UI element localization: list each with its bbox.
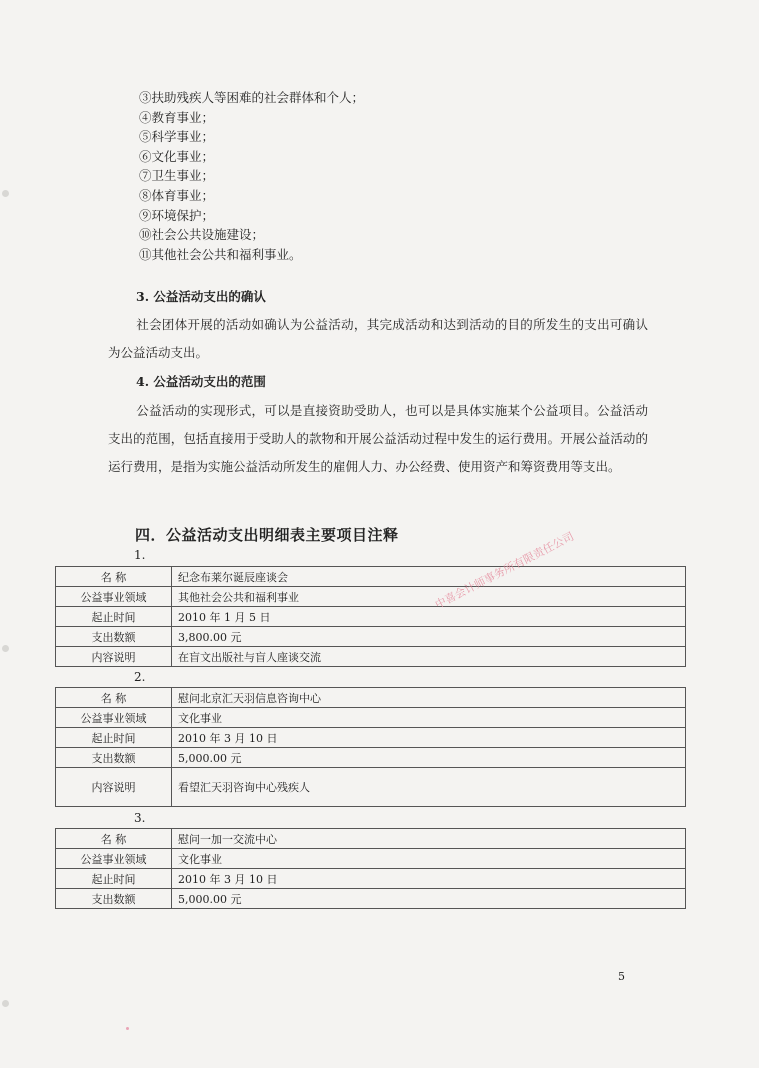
row-label: 内容说明: [56, 768, 172, 807]
table-row: [56, 587, 686, 607]
row-value: 2010 年 3 月 10 日: [172, 728, 686, 748]
row-value: 慰问一加一交流中心: [172, 829, 686, 849]
row-label: 起止时间: [56, 607, 172, 627]
table-row: [56, 869, 686, 889]
list-item: ⑦卫生事业；: [139, 168, 215, 184]
row-value: 文化事业: [172, 849, 686, 869]
row-label: 支出数额: [56, 748, 172, 768]
welfare-field-list: [139, 88, 364, 264]
table-row: [56, 627, 686, 647]
row-value: 5,000.00 元: [172, 889, 686, 909]
table-row: [56, 768, 686, 807]
binder-hole-icon: [2, 1000, 9, 1007]
item-table: [55, 828, 686, 909]
row-value: 慰问北京汇天羽信息咨询中心: [172, 688, 686, 708]
row-value: 在盲文出版社与盲人座谈交流: [172, 647, 686, 667]
row-label: 公益事业领域: [56, 587, 172, 607]
table-row: [56, 607, 686, 627]
row-label: 公益事业领域: [56, 849, 172, 869]
row-label: 内容说明: [56, 647, 172, 667]
section3-heading: 3. 公益活动支出的确认: [136, 289, 266, 304]
row-value: 纪念布莱尔诞辰座谈会: [172, 567, 686, 587]
table-row: [56, 688, 686, 708]
table-row: [56, 829, 686, 849]
item-table: [55, 687, 686, 807]
item-number: 3.: [134, 811, 146, 825]
row-label: 名 称: [56, 829, 172, 849]
list-item: ⑤科学事业；: [139, 129, 215, 145]
row-value: 其他社会公共和福利事业: [172, 587, 686, 607]
list-item: ④教育事业；: [139, 109, 215, 125]
row-value: 2010 年 3 月 10 日: [172, 869, 686, 889]
list-item: ⑨环境保护；: [139, 207, 215, 223]
row-label: 名 称: [56, 688, 172, 708]
table-row: [56, 849, 686, 869]
section3-text: 社会团体开展的活动如确认为公益活动，其完成活动和达到活动的目的所发生的支出可确认为公益活动支出。: [108, 317, 648, 360]
row-label: 公益事业领域: [56, 708, 172, 728]
binder-hole-icon: [2, 645, 9, 652]
table-row: [56, 647, 686, 667]
row-value: 3,800.00 元: [172, 627, 686, 647]
section4-paragraph: [108, 397, 648, 481]
row-value: 5,000.00 元: [172, 748, 686, 768]
list-item: ⑩社会公共设施建设；: [139, 227, 265, 243]
row-label: 支出数额: [56, 889, 172, 909]
binder-hole-icon: [2, 190, 9, 197]
section4-text: 公益活动的实现形式，可以是直接资助受助人，也可以是具体实施某个公益项目。公益活动支出的范围，包括直接用于受助人的款物和开展公益活动过程中发生的运行费用。开展公益活动的运行费用，是指为实施公益活动所发生的雇佣人力、办公经费、使用资产和筹资费用等支出。: [108, 403, 648, 474]
row-label: 支出数额: [56, 627, 172, 647]
list-item: ⑪其他社会公共和福利事业。: [139, 246, 302, 262]
part-title: 四．公益活动支出明细表主要项目注释: [135, 526, 399, 544]
item-number: 1.: [134, 548, 146, 562]
table-row: [56, 708, 686, 728]
row-value: 文化事业: [172, 708, 686, 728]
table-row: [56, 889, 686, 909]
row-value: 2010 年 1 月 5 日: [172, 607, 686, 627]
page-number: 5: [618, 970, 625, 983]
row-label: 起止时间: [56, 728, 172, 748]
list-item: ⑥文化事业；: [139, 148, 215, 164]
table-row: [56, 567, 686, 587]
table-row: [56, 748, 686, 768]
list-item: ⑧体育事业；: [139, 187, 215, 203]
section4-heading: 4. 公益活动支出的范围: [136, 374, 266, 389]
section3-paragraph: [108, 311, 648, 367]
row-label: 起止时间: [56, 869, 172, 889]
item-table: [55, 566, 686, 667]
row-label: 名 称: [56, 567, 172, 587]
item-number: 2.: [134, 670, 146, 684]
table-row: [56, 728, 686, 748]
company-stamp: 中喜会计师事务所有限责任公司: [432, 529, 577, 612]
ink-speck-icon: [126, 1027, 129, 1030]
list-item: ③扶助残疾人等困难的社会群体和个人；: [139, 90, 365, 105]
row-value: 看望汇天羽咨询中心残疾人: [172, 768, 686, 807]
